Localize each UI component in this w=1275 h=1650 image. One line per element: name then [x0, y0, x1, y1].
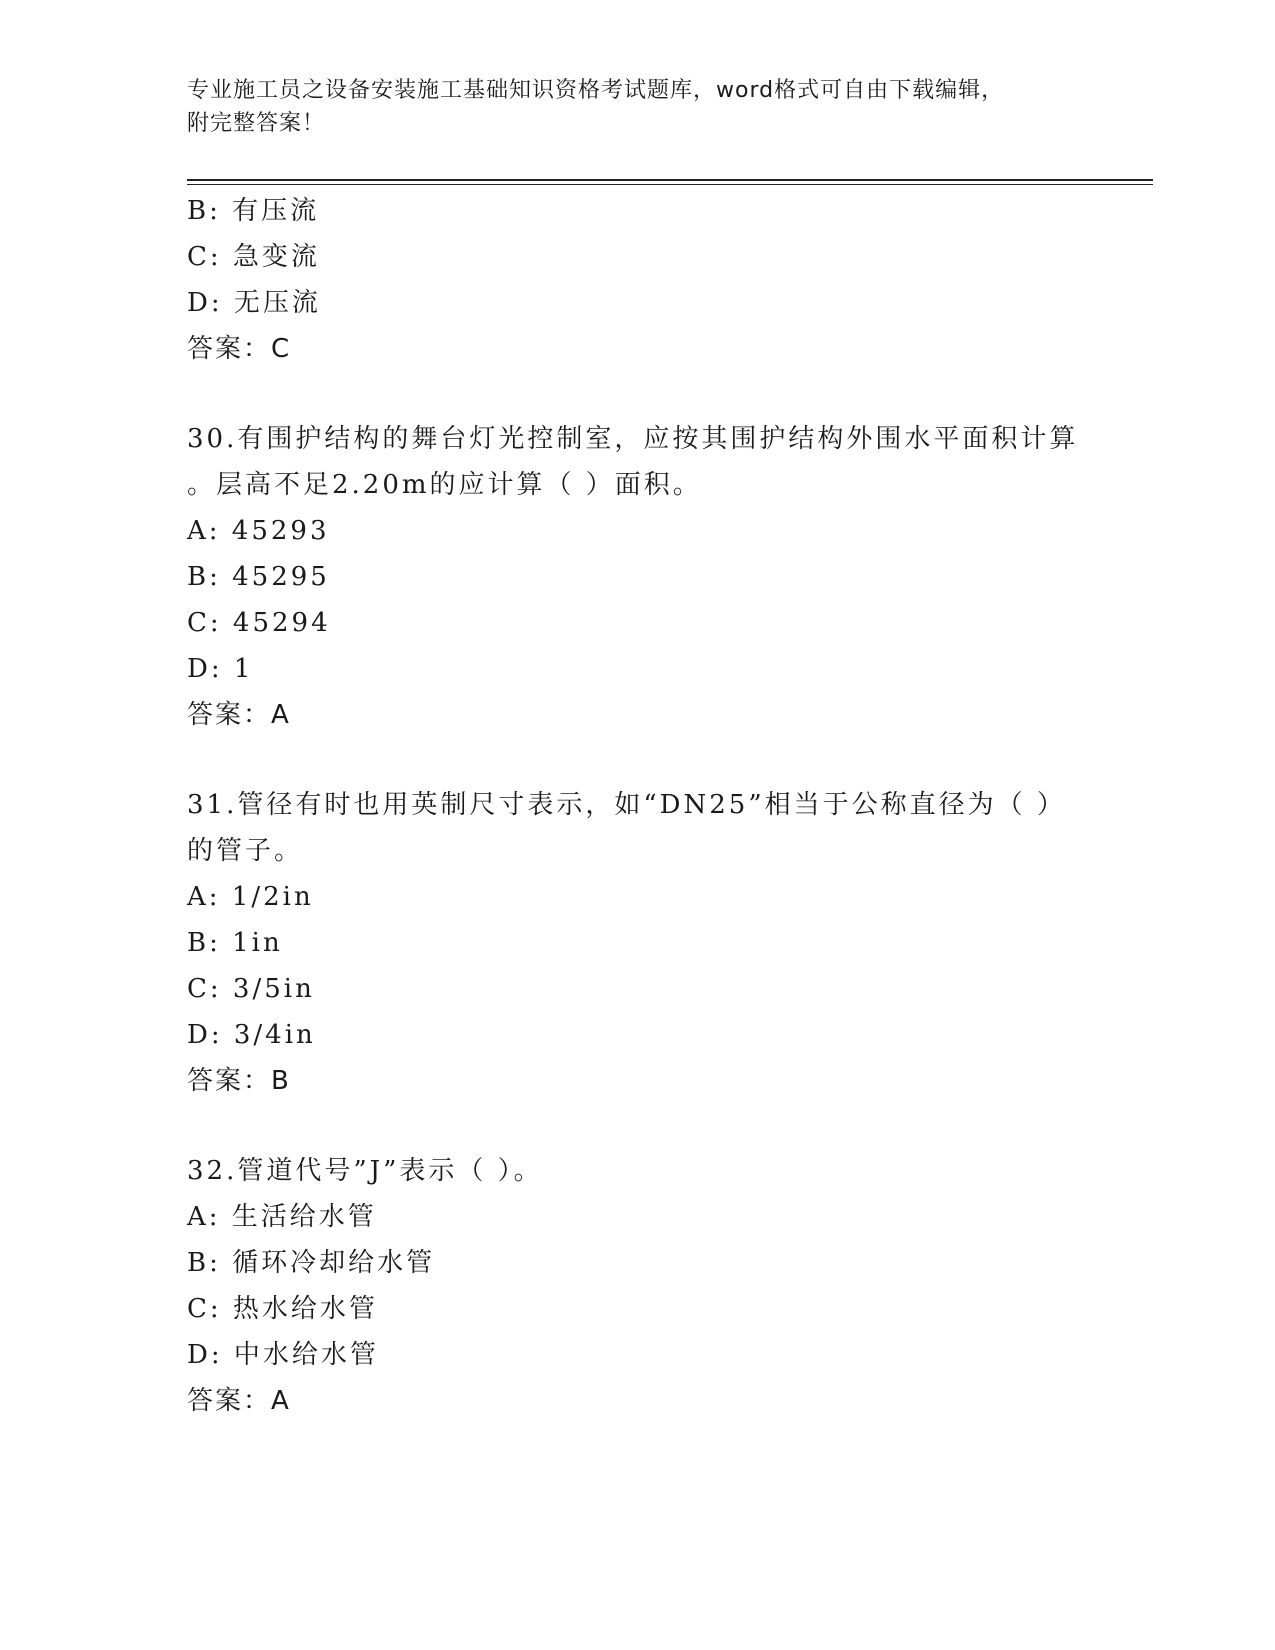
header-line-2: 附完整答案！	[187, 111, 326, 136]
option-b: B: 45295	[187, 562, 330, 592]
option-d: D: 中水给水管	[187, 1340, 379, 1370]
answer: 答案：A	[187, 700, 291, 730]
option-a: A: 生活给水管	[187, 1202, 377, 1232]
option-c: C: 热水给水管	[187, 1294, 378, 1324]
spacer	[187, 1104, 1087, 1148]
question-32	[187, 1148, 1087, 1424]
answer: 答案：A	[187, 1386, 291, 1416]
header-divider	[187, 179, 1153, 185]
option-a: A: 1/2in	[187, 882, 314, 912]
spacer	[187, 738, 1087, 782]
answer: 答案：B	[187, 1066, 291, 1096]
document-header	[187, 74, 1087, 140]
option-c: C: 3/5in	[187, 974, 315, 1004]
question-30	[187, 416, 1087, 738]
option-d: D: 3/4in	[187, 1020, 316, 1050]
question-stem-line-2: 。层高不足2.20m的应计算（ ）面积。	[187, 470, 702, 500]
option-c: C: 45294	[187, 608, 331, 638]
spacer	[187, 372, 1087, 416]
answer: 答案：C	[187, 334, 292, 364]
option-d: D: 无压流	[187, 288, 321, 318]
question-29	[187, 188, 1087, 372]
option-b: B: 循环冷却给水管	[187, 1248, 436, 1278]
option-b: B: 有压流	[187, 196, 320, 226]
question-stem-line-1: 31.管径有时也用英制尺寸表示，如“DN25”相当于公称直径为（ ）	[187, 790, 1066, 820]
question-stem-line-2: 的管子。	[187, 836, 304, 866]
option-d: D: 1	[187, 654, 254, 684]
question-stem-line-1: 30.有围护结构的舞台灯光控制室，应按其围护结构外围水平面积计算	[187, 424, 1079, 454]
option-c: C: 急变流	[187, 242, 320, 272]
option-a: A: 45293	[187, 516, 330, 546]
option-b: B: 1in	[187, 928, 283, 958]
question-stem-line-1: 32.管道代号”J”表示（ ）。	[187, 1156, 543, 1186]
question-31	[187, 782, 1087, 1104]
header-line-1: 专业施工员之设备安装施工基础知识资格考试题库，word格式可自由下载编辑，	[187, 78, 1005, 103]
question-list	[187, 188, 1087, 1424]
